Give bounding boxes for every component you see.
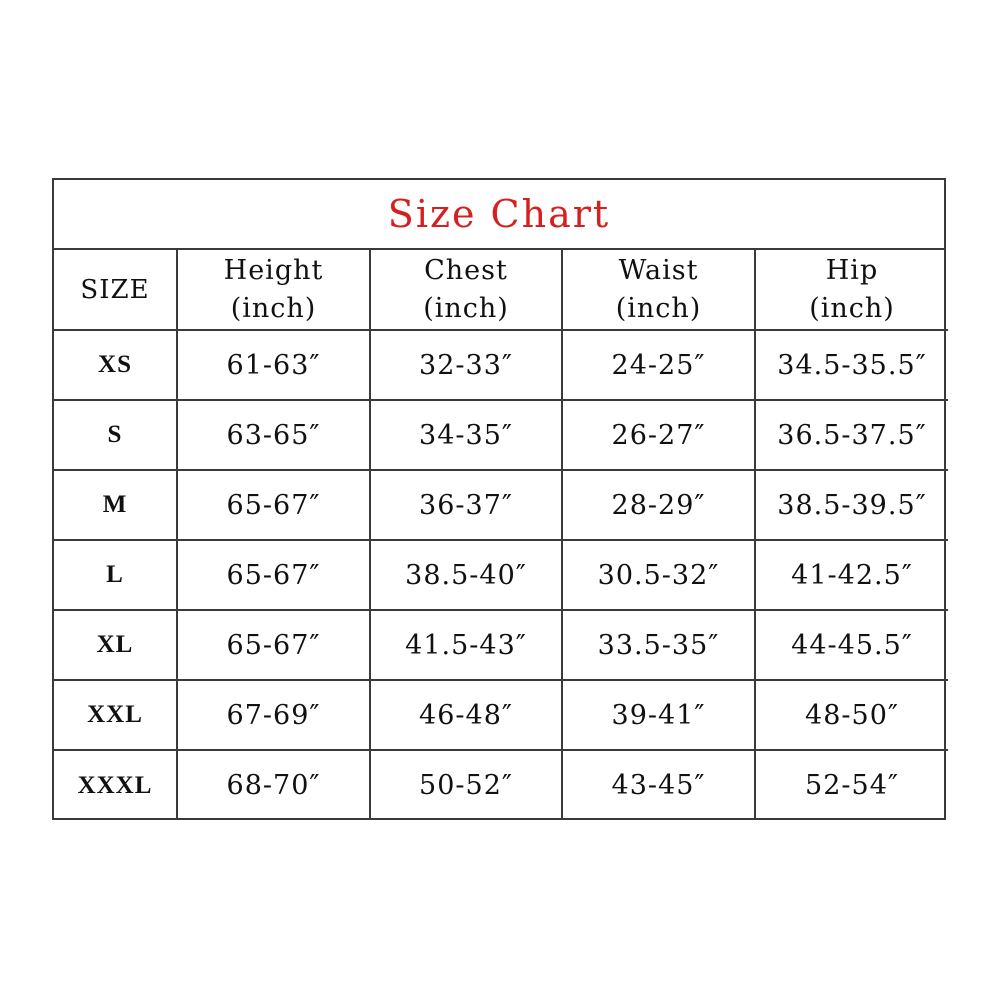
header-waist-name: Waist: [618, 254, 699, 286]
table-row: [54, 400, 948, 470]
chest-cell: 41.5-43″: [370, 610, 562, 680]
header-size: SIZE: [54, 250, 177, 330]
header-hip-unit: (inch): [809, 292, 895, 324]
size-cell: XS: [54, 330, 177, 400]
waist-cell: 33.5-35″: [562, 610, 755, 680]
hip-cell: 48-50″: [755, 680, 948, 750]
chest-cell: 50-52″: [370, 750, 562, 820]
header-hip-name: Hip: [825, 254, 879, 286]
height-cell: 65-67″: [177, 610, 370, 680]
size-cell: M: [54, 470, 177, 540]
chest-cell: 46-48″: [370, 680, 562, 750]
hip-cell: 34.5-35.5″: [755, 330, 948, 400]
height-cell: 67-69″: [177, 680, 370, 750]
header-chest: [370, 250, 562, 330]
chest-cell: 38.5-40″: [370, 540, 562, 610]
hip-cell: 36.5-37.5″: [755, 400, 948, 470]
size-table: [54, 250, 948, 820]
size-chart: [52, 178, 946, 820]
table-row: [54, 540, 948, 610]
height-cell: 65-67″: [177, 540, 370, 610]
title-row: [54, 180, 944, 250]
table-row: [54, 330, 948, 400]
waist-cell: 26-27″: [562, 400, 755, 470]
header-row: [54, 250, 948, 330]
chest-cell: 32-33″: [370, 330, 562, 400]
header-chest-name: Chest: [424, 254, 508, 286]
hip-cell: 44-45.5″: [755, 610, 948, 680]
waist-cell: 39-41″: [562, 680, 755, 750]
height-cell: 63-65″: [177, 400, 370, 470]
header-height-unit: (inch): [230, 292, 317, 324]
hip-cell: 52-54″: [755, 750, 948, 820]
size-cell: XXXL: [77, 771, 153, 799]
size-cell: XL: [54, 610, 177, 680]
hip-cell: 38.5-39.5″: [755, 470, 948, 540]
header-waist: [562, 250, 755, 330]
height-cell: 61-63″: [177, 330, 370, 400]
hip-cell: 41-42.5″: [755, 540, 948, 610]
height-cell: 68-70″: [177, 750, 370, 820]
height-cell: 65-67″: [177, 470, 370, 540]
size-cell: S: [54, 400, 177, 470]
size-cell: L: [54, 540, 177, 610]
waist-cell: 43-45″: [562, 750, 755, 820]
table-row: [54, 680, 948, 750]
header-waist-unit: (inch): [615, 292, 702, 324]
waist-cell: 30.5-32″: [562, 540, 755, 610]
chest-cell: 36-37″: [370, 470, 562, 540]
header-hip: [755, 250, 948, 330]
table-row: [54, 750, 948, 820]
waist-cell: 24-25″: [562, 330, 755, 400]
table-row: [54, 610, 948, 680]
chest-cell: 34-35″: [370, 400, 562, 470]
size-cell: XXL: [54, 680, 177, 750]
header-height: [177, 250, 370, 330]
header-height-name: Height: [223, 254, 324, 286]
header-chest-unit: (inch): [423, 292, 509, 324]
table-row: [54, 470, 948, 540]
chart-title: Size Chart: [387, 192, 611, 236]
waist-cell: 28-29″: [562, 470, 755, 540]
